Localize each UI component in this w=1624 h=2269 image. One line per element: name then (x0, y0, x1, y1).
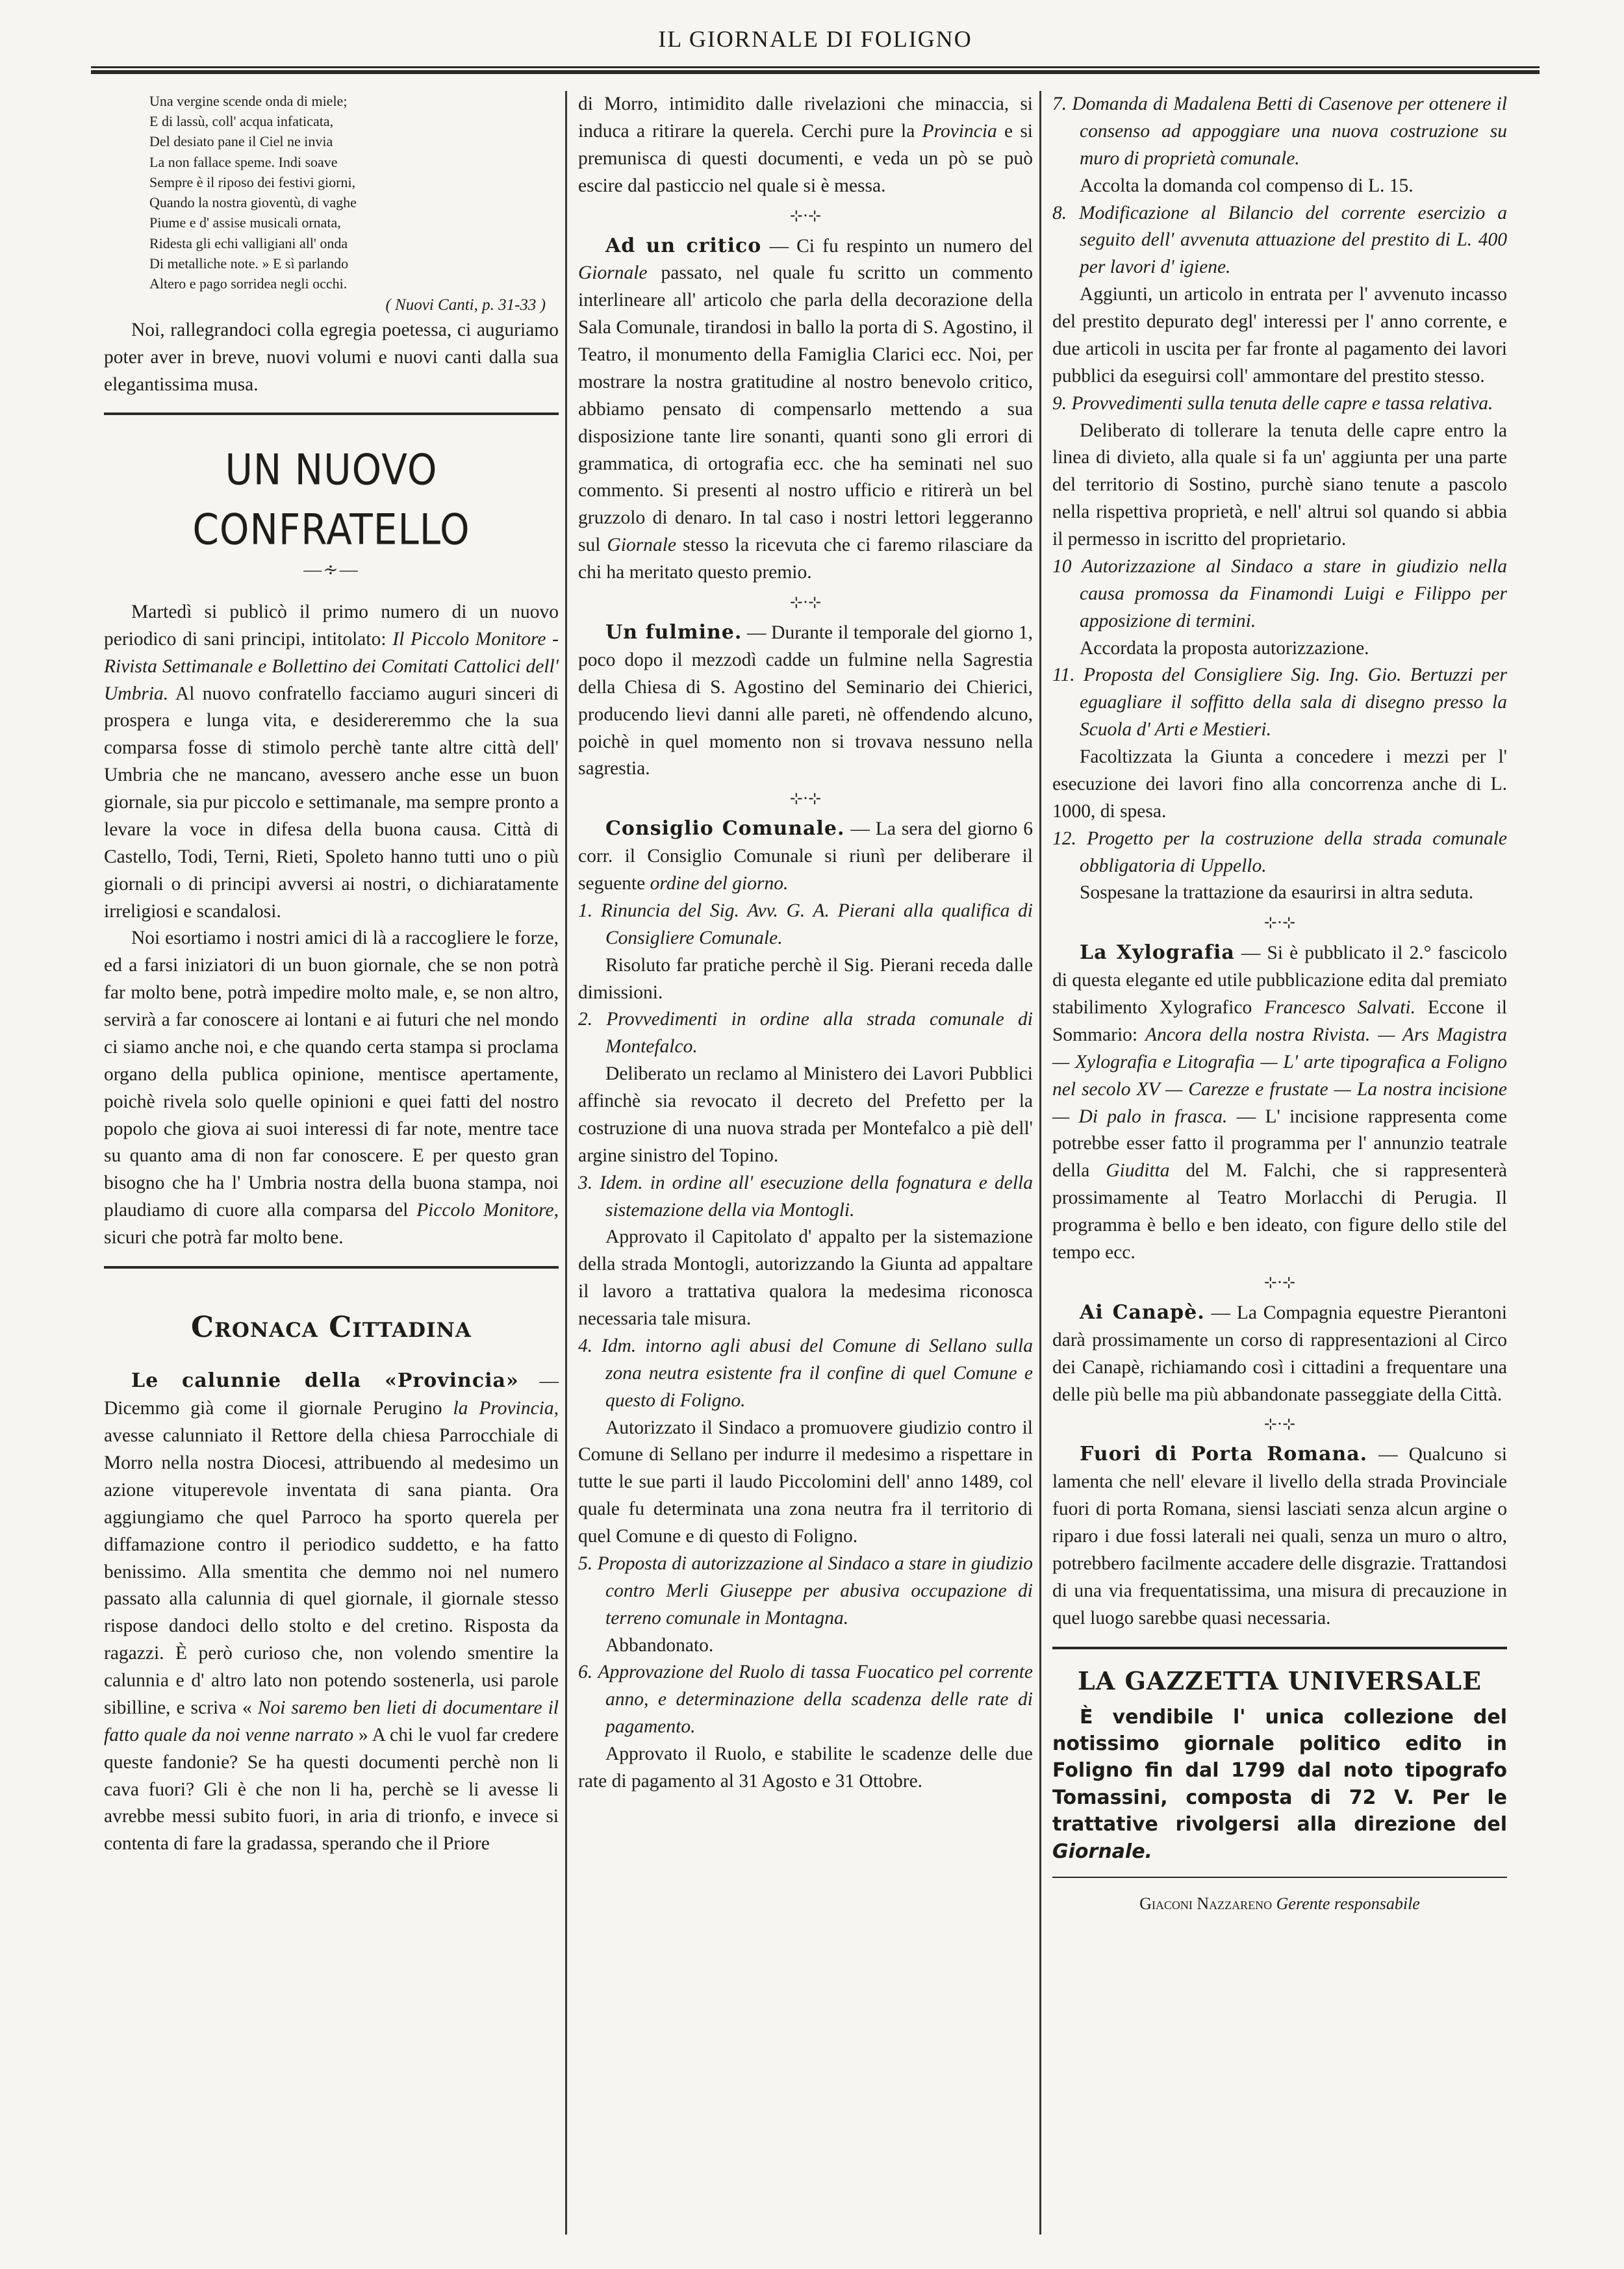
article-heading: Ai Canapè. (1080, 1300, 1205, 1324)
signature (1052, 1892, 1507, 1916)
agenda-resolution: Abbandonato. (605, 1634, 714, 1656)
calunnie-continued: di Morro, intimidito dalle rivelazioni che minaccia, si induca a ritirare la querela. Cerchi pure la Provincia e si premunisca di questi documenti, e veda un pò se può escire dal pasticcio nel quale si è messa. (578, 94, 1033, 196)
agenda-resolution: Deliberato di tollerare la tenuta delle capre entro la linea di divieto, alla quale si fa un' aggiunta per una parte del territorio di Sostino, purchè siano tenute a pascolo nella rispettiva proprietà, e nell' altrui sol quando si abbia il permesso in iscritto del proprietario. (1052, 420, 1507, 550)
canape-article: Ai Canapè. — La Compagnia equestre Pierantoni darà prossimamente un corso di rappresentazioni al Circo dei Canapè, richiamando così i cittadini a frequentare una delle più belle ma più abbandonate passeggiate della Città. (1052, 1300, 1507, 1405)
gazzetta-title: LA GAZZETTA UNIVERSALE (1078, 1666, 1482, 1695)
agenda-item: 3. Idem. in ordine all' esecuzione della fognatura e della sistemazione della via Montogli. (578, 1172, 1033, 1221)
small-ornament: ⊹⋅⊹ (789, 791, 822, 808)
xylografia-article: La Xylografia — Si è pubblicato il 2.° fascicolo di questa elegante ed utile pubblicazione edita dal premiato stabilimento Xylografico Francesco Salvati. Eccone il Sommario: Ancora della nostra Rivista. — Ars Magistra — Xylografia e Litografia — L' arte tipografica a Foligno nel secolo XV — Carezze e frustate — La nostra incisione — Di palo in frasca. — L' incisione rappresenta come potrebbe esser fatto il programma per l' annunzio teatrale della Giuditta del M. Falchi, che si rappresenterà prossimamente al Teatro Morlacchi di Perugia. Il programma è bello e ben ideato, con figure dello stile del tempo ecc. (1052, 941, 1508, 1263)
agenda-item: 11. Proposta del Consigliere Sig. Ing. Gio. Bertuzzi per eguagliare il soffitto della sala di disegno presso la Scuola d' Arti e Mestieri. (1052, 665, 1507, 741)
signature-role: Gerente responsabile (1276, 1894, 1420, 1913)
agenda-item: 6. Approvazione del Ruolo di tassa Fuocatico pel corrente anno, e determinazione della scadenza delle rate di pagamento. (578, 1662, 1033, 1738)
small-ornament: ⊹⋅⊹ (1263, 1274, 1296, 1291)
agenda-resolution: Accordata la proposta autorizzazione. (1080, 637, 1369, 659)
poem-line: Quando la nostra gioventù, di vaghe (149, 194, 357, 211)
calunnie-article: Le calunnie della «Provincia» — Dicemmo già come il giornale Perugino la Provincia, avesse calunniato il Rettore della chiesa Parrocchiale di Morro nella nostra Diocesi, attribuendo al medesimo un azione vituperevole inventata di sana pianta. Ora aggiungiamo che quel Parroco ha sporto querela per diffamazione contro il periodico suddetto, e ha fatto benissimo. Alla smentita che demmo noi nel numero passato alla calunnia di quel giornale, il giornale stesso rispose dandoci dello stolto e del cretino. Risposta da ragazzi. È però curioso che, non volendo smentire la calunnia e d' altro lato non potendo sostenerla, usi parole sibilline, e scriva « Noi saremo ben lieti di documentare il fatto quale da noi venne narrato » A chi le vuol far credere queste fandonie? Se ha questi documenti perchè non li cava fuori? Gli è che non li ha, perchè se li avesse li avrebbe messi subito fuori, in aria di trionfo, e invece si contenta di fare la gradassa, sperando che il Priore (104, 1369, 559, 1855)
agenda-item: 10 Autorizzazione al Sindaco a stare in giudizio nella causa promossa da Finamondi Luigi e Filippo per apposizione di termini. (1052, 555, 1507, 631)
agenda-resolution: Deliberato un reclamo al Ministero dei Lavori Pubblici affinchè sia revocato il decreto del Prefetto per la costruzione di una nuova strada per Montefalco a piè dell' argine sinistro del Topino. (578, 1063, 1033, 1166)
poem-closing-text: Noi, rallegrandoci colla egregia poetessa, ci auguriamo poter aver in breve, nuovi volumi e nuovi canti dalla sua elegantissima musa. (104, 319, 559, 395)
poem-line: Del desiato pane il Ciel ne invia (149, 133, 333, 150)
divider (104, 412, 559, 415)
agenda-resolution: Approvato il Capitolato d' appalto per la sistemazione della strada Montogli, autorizzando la Giunta ad appaltare il lavoro a trattativa qualora la medesima riconosca necessaria tale misura. (578, 1226, 1033, 1330)
poem-excerpt (104, 91, 559, 317)
column-rule (1039, 91, 1041, 2235)
agenda-resolution: Facoltizzata la Giunta a concedere i mezzi per l' esecuzione dei lavori fino alla concorrenza anche di L. 1000, di spesa. (1052, 746, 1507, 822)
ornament-divider: —∻— (303, 560, 359, 581)
column-2 (578, 91, 1033, 1795)
article-heading: Ad un critico (605, 234, 762, 257)
consiglio-article: Consiglio Comunale. — La sera del giorno 6 corr. il Consiglio Comunale si riunì per deliberare il seguente ordine del giorno. (578, 817, 1033, 894)
article-heading: Consiglio Comunale. (605, 817, 845, 841)
small-ornament: ⊹⋅⊹ (789, 594, 822, 611)
agenda-item: 5. Proposta di autorizzazione al Sindaco a stare in giudizio contro Merli Giuseppe per abusiva occupazione di terreno comunale in Montagna. (578, 1553, 1033, 1629)
article-heading: Un fulmine. (605, 621, 742, 644)
agenda-item: 7. Domanda di Madalena Betti di Casenove per ottenere il consenso ad appoggiare una nuova costruzione su muro di proprietà comunale. (1052, 94, 1507, 169)
poem-line: Sempre è il riposo dei festivi giorni, (149, 173, 356, 190)
agenda-resolution: Risoluto far pratiche perchè il Sig. Pierani receda dalle dimissioni. (578, 954, 1033, 1003)
poem-source: ( Nuovi Canti, p. 31-33 ) (385, 296, 546, 314)
agenda-item: 4. Idm. intorno agli abusi del Comune di Sellano sulla zona neutra esistente fra il confine di quel Comune e questo di Foligno. (578, 1335, 1033, 1411)
divider (1052, 1877, 1507, 1878)
critico-article: Ad un critico — Ci fu respinto un numero del Giornale passato, nel quale fu scritto un commento interlineare all' articolo che parla della decorazione della Sala Comunale, tirandosi in ballo la porta di S. Agostino, il Teatro, il monumento della Famiglia Clarici ecc. Noi, per mostrare la nostra gratitudine al nostro benevolo critico, abbiamo pensato di compensarlo mettendo a sua disposizione tante lire sonanti, quanti sono gli errori di grammatica, di ortografia ecc. che ha seminati nel suo commento. Si presenti al nostro ufficio e ritirerà un bel gruzzolo di denaro. In tal caso i nostri lettori leggeranno sul Giornale stesso la ricevuta che ci faremo rilasciare da chi ha meritato questo premio. (578, 234, 1033, 583)
signature-name: Giaconi Nazzareno (1139, 1894, 1273, 1913)
article-heading: Fuori di Porta Romana. (1080, 1443, 1368, 1466)
poem-line: Ridesta gli echi valligiani all' onda (149, 235, 348, 251)
divider (1052, 1647, 1507, 1649)
fulmine-article: Un fulmine. — Durante il temporale del giorno 1, poco dopo il mezzodì cadde un fulmine nella Sagrestia della Chiesa di S. Agostino del Seminario dei Chierici, producendo lievi danni alle pareti, nè offendendo alcuno, poichè in quel momento non si trovava nessuno nella sagrestia. (578, 621, 1034, 780)
agenda-item: 2. Provvedimenti in ordine alla strada comunale di Montefalco. (578, 1009, 1033, 1058)
agenda-item: 1. Rinuncia del Sig. Avv. G. A. Pierani alla qualifica di Consigliere Comunale. (578, 900, 1033, 948)
divider (104, 1266, 559, 1269)
section-title-cronaca: Cronaca Cittadina (191, 1310, 472, 1344)
small-ornament: ⊹⋅⊹ (1263, 915, 1296, 932)
article-heading: La Xylografia (1080, 941, 1235, 965)
agenda-resolution: Sospesane la trattazione da esaurirsi in altra seduta. (1080, 882, 1474, 904)
agenda-resolution: Approvato il Ruolo, e stabilite le scadenze delle due rate di pagamento al 31 Agosto e 31 Ottobre. (578, 1743, 1033, 1792)
porta-romana-article: Fuori di Porta Romana. — Qualcuno si lamenta che nell' elevare il livello della strada Provinciale fuori di porta Romana, siensi lasciati senza alcun argine o riparo i due fossi laterali nei quali, senza un muro o altro, potrebbero facilmente accadere delle disgrazie. Trattandosi di una via frequentatissima, una misura di precauzione in quel luogo sarebbe quasi necessaria. (1052, 1443, 1507, 1629)
small-ornament: ⊹⋅⊹ (1263, 1416, 1296, 1434)
poem-line: Altero e pago sorridea negli occhi. (149, 275, 348, 292)
poem-line: E di lassù, coll' acqua infaticata, (149, 113, 334, 130)
masthead: IL GIORNALE DI FOLIGNO (658, 26, 972, 52)
gazzetta-notice: È vendibile l' unica collezione del notissimo giornale politico edito in Foligno fin dal 1799 dal noto tipografo Tomassini, composta di 72 V. Per le trattative rivolgersi alla direzione del Giornale. (1052, 1705, 1507, 1863)
column-3 (1052, 91, 1507, 1916)
agenda-resolution: Autorizzato il Sindaco a promuovere giudizio contro il Comune di Sellano per indurre il medesimo a rispettare in tutte le sue parti il laudo Piccolomini dell' anno 1489, col quale fu determinata una zona neutra fra il territorio di quel Comune e di questo di Foligno. (578, 1417, 1033, 1547)
poem-line: Una vergine scende onda di miele; (149, 93, 348, 109)
small-ornament: ⊹⋅⊹ (789, 207, 822, 225)
poem-line: La non fallace speme. Indi soave (149, 153, 338, 170)
agenda-resolution: Accolta la domanda col compenso di L. 15. (1080, 175, 1414, 196)
agenda-item: 9. Provvedimenti sulla tenuta delle capre e tassa relativa. (1052, 392, 1493, 414)
poem-line: Piume e d' assise musicali ornata, (149, 214, 341, 231)
newspaper-page (91, 19, 1540, 2241)
confratello-paragraph-1: Martedì si publicò il primo numero di un nuovo periodico di sani principi, intitolato: Il Piccolo Monitore - Rivista Settimanale e Bollettino dei Comitati Cattolici dell' Umbria. Al nuovo confratello facciamo auguri sinceri di prospera e lunga vita, e desidereremmo che la sua comparsa fosse di stimolo perchè tante altre città dell' Umbria che ne mancano, avessero anche esse un buon giornale, sia pur piccolo e settimanale, ma sempre pronto a levare la voce in difesa della buona causa. Città di Castello, Todi, Terni, Rieti, Spoleto hanno tutti uno o più giornali o di principi avversi ai nostri, o dichiaratamente irreligiosi e scandalosi. (104, 601, 559, 922)
poem-line: Di metalliche note. » E sì parlando (149, 255, 349, 272)
agenda-resolution: Aggiunti, un articolo in entrata per l' avvenuto incasso del prestito depurato degl' interessi per l' anno corrente, e due articoli in uscita per far fronte al pagamento dei lavori pubblici da eseguirsi coll' ammontare del prestito stesso. (1052, 284, 1507, 387)
confratello-paragraph-2: Noi esortiamo i nostri amici di là a raccogliere le forze, ed a farsi iniziatori di un buon giornale, che se non potrà far molto bene, potrà impedire molto male, e, se non altro, servirà a far conoscere ai lontani e ai futuri che nel mondo ci siamo anche noi, e che quando certa stampa si proclama organo della publica opinione, mentisce apertamente, poichè rivela solo quelle opinioni e quei fatti del nostro popolo che giova ai suoi interessi di far note, mentre tace su quanto ama di non far conoscere. E per questo gran bisogno che ha l' Umbria nostra della buona stampa, noi plaudiamo di cuore alla comparsa del Piccolo Monitore, sicuri che potrà far molto bene. (104, 928, 559, 1249)
agenda-item: 12. Progetto per la costruzione della strada comunale obbligatoria di Uppello. (1052, 828, 1507, 876)
masthead-rule (91, 66, 1540, 74)
agenda-item: 8. Modificazione al Bilancio del corrente esercizio a seguito dell' avvenuta attuazione del prestito di L. 400 per lavori d' igiene. (1052, 202, 1507, 278)
column-1 (104, 91, 559, 1858)
article-title-confratello: UN NUOVO CONFRATELLO (192, 445, 470, 555)
article-heading: Le calunnie della «Provincia» (131, 1369, 519, 1393)
column-rule (565, 91, 567, 2235)
